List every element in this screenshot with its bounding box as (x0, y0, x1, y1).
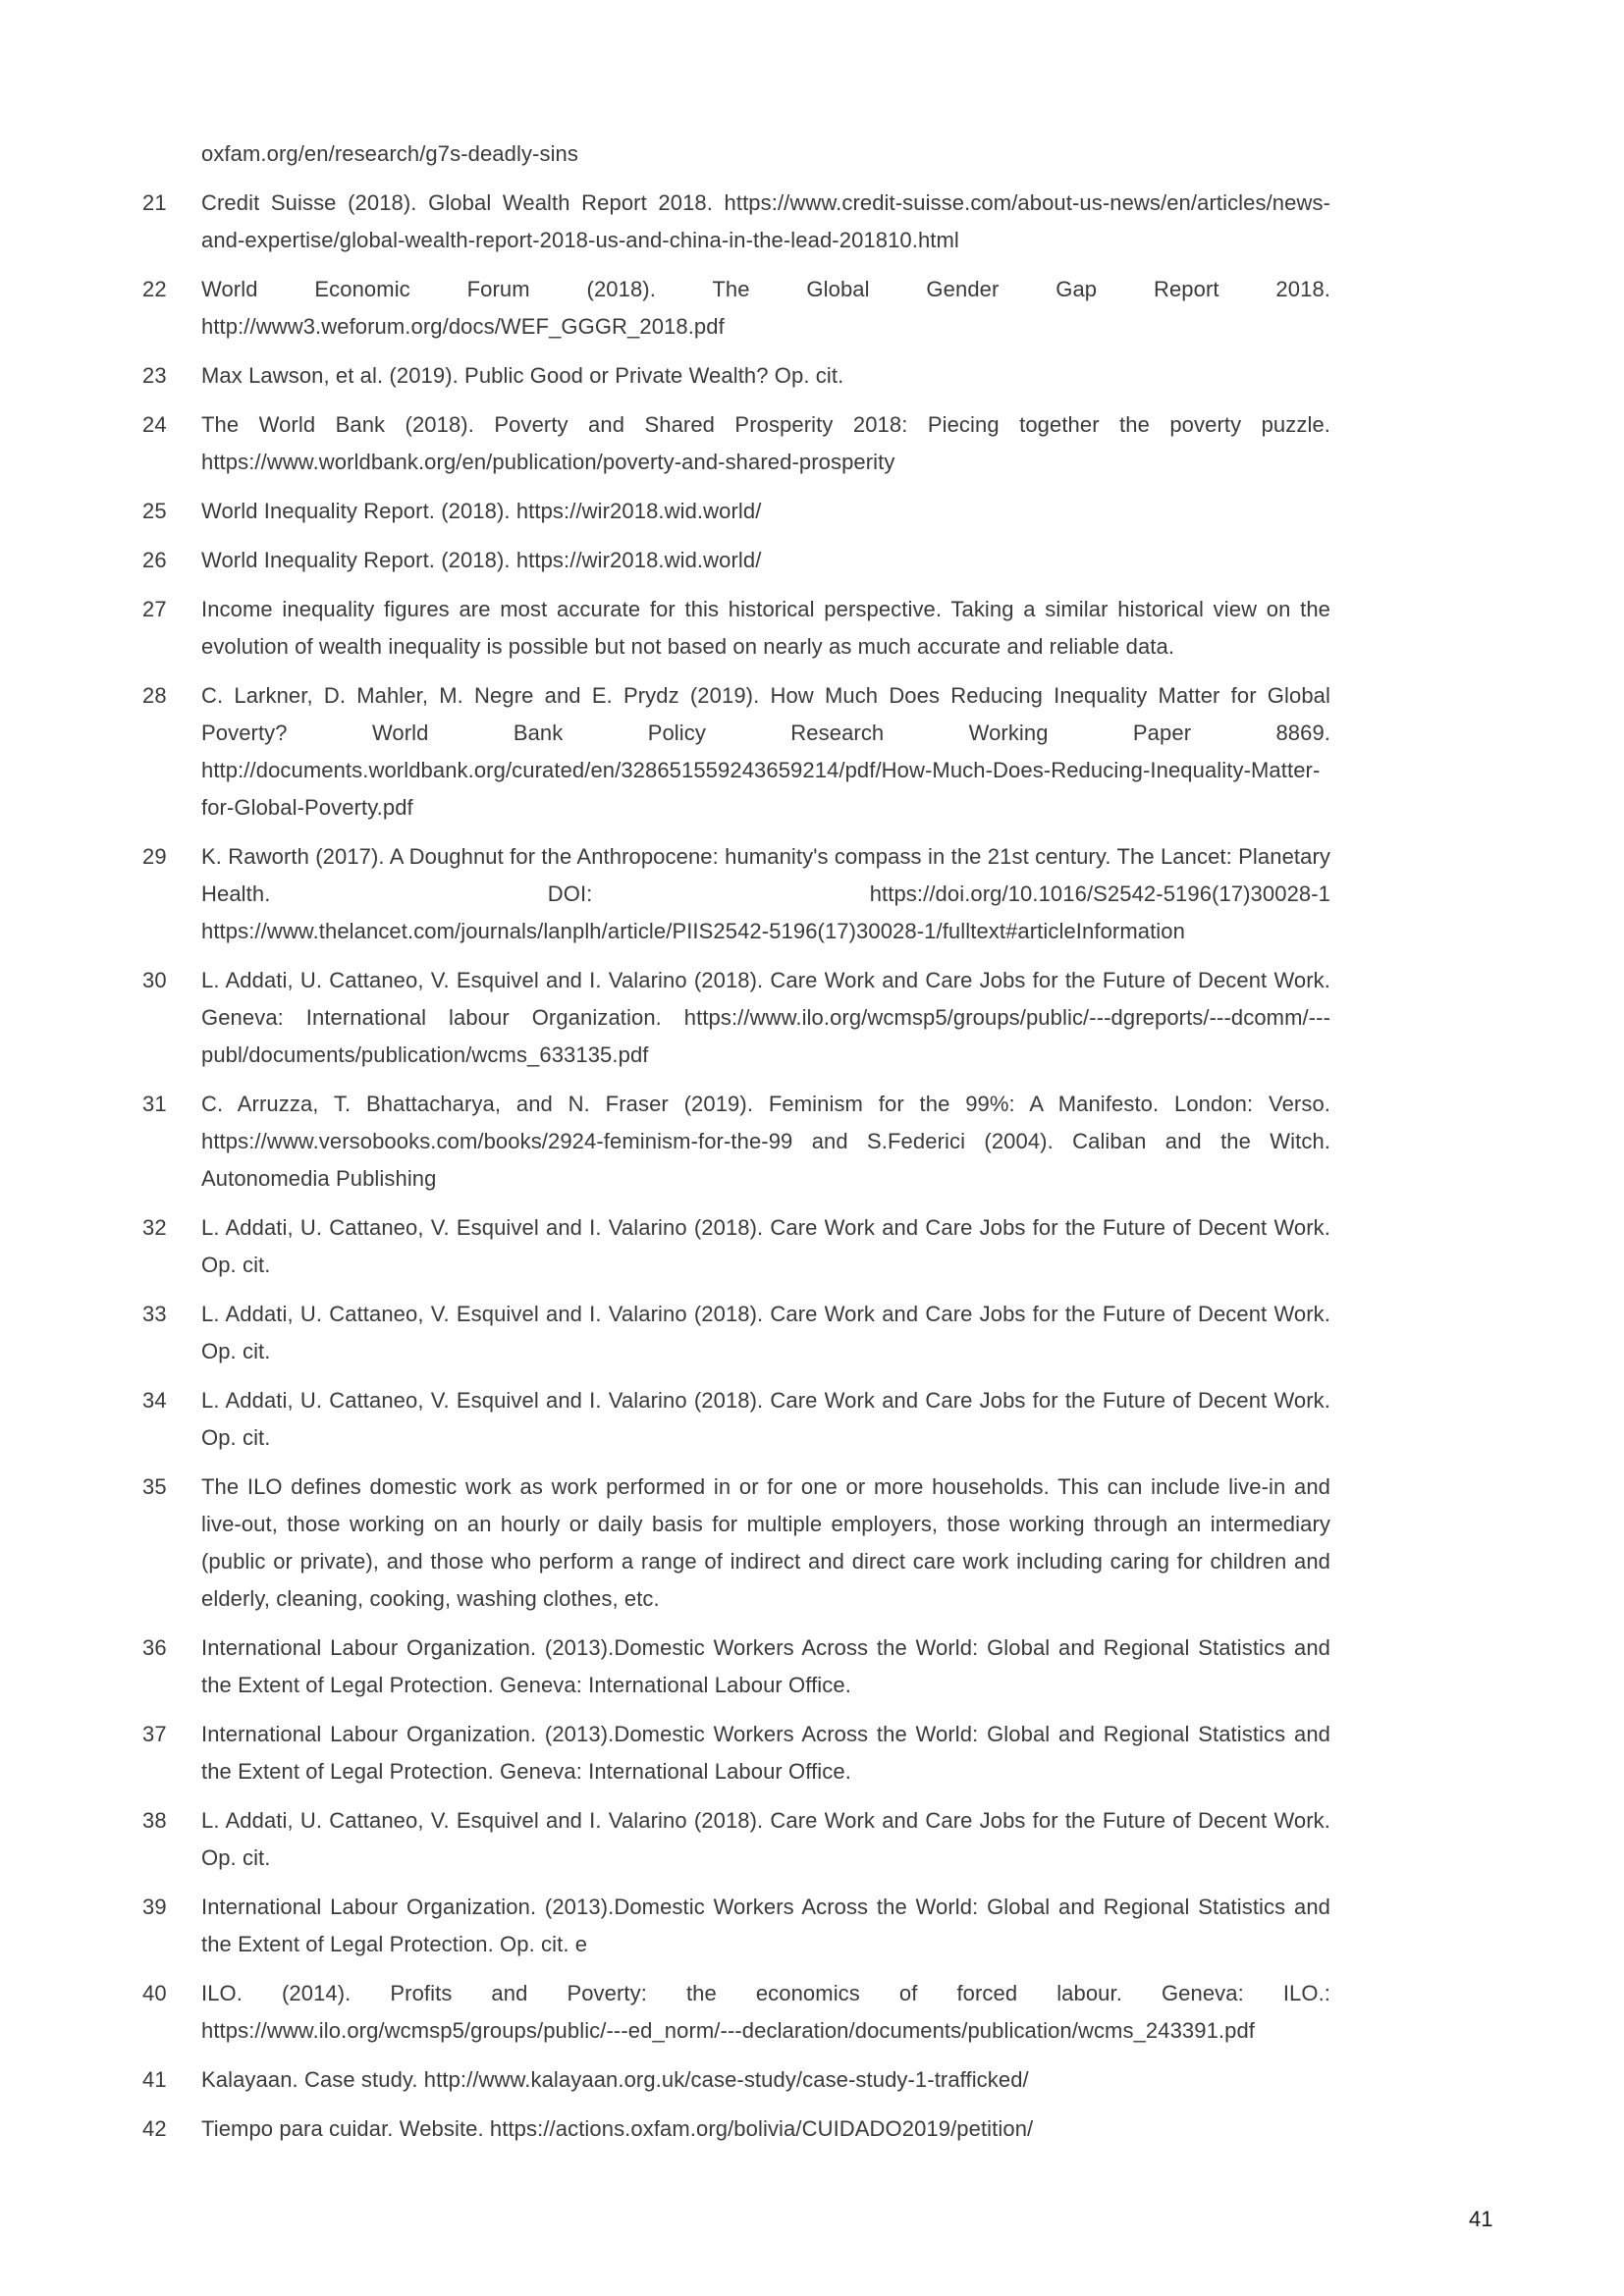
page-number: 41 (1469, 2207, 1493, 2231)
endnote-text: K. Raworth (2017). A Doughnut for the Anthropocene: humanity's compass in the 21st century. The Lancet: Planetary Health. DOI: https://doi.org/10.1016/S2542-5196(17)30028-1 https://www.thelancet.com/journals/lanplh/article/PIIS2542-5196(17)30028-1/fulltext#articleInformation (201, 844, 1330, 943)
endnote-36 (142, 1629, 1330, 1704)
endnote-text: International Labour Organization. (2013).Domestic Workers Across the World: Global and Regional Statistics and the Extent of Legal Protection. Op. cit. e (201, 1895, 1330, 1956)
endnote-number: 35 (142, 1474, 167, 1499)
endnote-text: Max Lawson, et al. (2019). Public Good or Private Wealth? Op. cit. (201, 363, 844, 388)
endnote-text: World Inequality Report. (2018). https://wir2018.wid.world/ (201, 499, 762, 523)
endnote-27 (142, 591, 1330, 666)
endnote-number: 40 (142, 1981, 167, 2005)
endnote-40 (142, 1975, 1330, 2050)
endnote-text: Credit Suisse (2018). Global Wealth Report 2018. https://www.credit-suisse.com/about-us-news/en/articles/news-and-expertise/global-wealth-report-2018-us-and-china-in-the-lead-201810.html (201, 190, 1330, 252)
endnote-number: 26 (142, 548, 167, 572)
endnote-number: 42 (142, 2116, 167, 2141)
endnote-text: ILO. (2014). Profits and Poverty: the economics of forced labour. Geneva: ILO.: https://www.ilo.org/wcmsp5/groups/public/---ed_norm/---declaration/documents/publication/wcms_243391.pdf (201, 1981, 1330, 2043)
endnote-42 (142, 2110, 1330, 2148)
endnote-number: 22 (142, 277, 167, 301)
endnote-41 (142, 2061, 1330, 2099)
endnote-25 (142, 493, 1330, 530)
endnote-number: 36 (142, 1635, 167, 1660)
endnote-text: International Labour Organization. (2013).Domestic Workers Across the World: Global and Regional Statistics and the Extent of Legal Protection. Geneva: International Labour Office. (201, 1722, 1330, 1784)
endnote-text: The World Bank (2018). Poverty and Shared Prosperity 2018: Piecing together the poverty puzzle. https://www.worldbank.org/en/publication/poverty-and-shared-prosperity (201, 412, 1330, 474)
endnote-text: L. Addati, U. Cattaneo, V. Esquivel and I. Valarino (2018). Care Work and Care Jobs for the Future of Decent Work. Geneva: International labour Organization. https://www.ilo.org/wcmsp5/groups/public/---dgreports/---dcomm/---publ/documents/publication/wcms_633135.pdf (201, 968, 1330, 1067)
endnote-number: 41 (142, 2067, 167, 2092)
endnote-number: 27 (142, 597, 167, 621)
endnote-number: 34 (142, 1388, 167, 1413)
endnote-31 (142, 1086, 1330, 1198)
endnote-28 (142, 677, 1330, 827)
endnote-30 (142, 962, 1330, 1074)
endnote-29 (142, 838, 1330, 950)
endnote-34 (142, 1382, 1330, 1457)
endnote-number: 24 (142, 412, 167, 437)
endnote-22 (142, 271, 1330, 346)
endnote-number: 25 (142, 499, 167, 523)
endnote-37 (142, 1716, 1330, 1790)
endnote-text: Tiempo para cuidar. Website. https://actions.oxfam.org/bolivia/CUIDADO2019/petition/ (201, 2116, 1034, 2141)
endnote-number: 32 (142, 1215, 167, 1240)
endnote-23 (142, 357, 1330, 395)
endnote-text: World Economic Forum (2018). The Global Gender Gap Report 2018. http://www3.weforum.org/docs/WEF_GGGR_2018.pdf (201, 277, 1330, 339)
endnote-text: World Inequality Report. (2018). https://wir2018.wid.world/ (201, 548, 762, 572)
endnote-35 (142, 1468, 1330, 1618)
endnote-number: 37 (142, 1722, 167, 1746)
endnote-number: 23 (142, 363, 167, 388)
endnote-21 (142, 185, 1330, 259)
endnote-number: 38 (142, 1808, 167, 1833)
endnote-26 (142, 542, 1330, 579)
endnote-32 (142, 1209, 1330, 1284)
endnote-number: 28 (142, 683, 167, 708)
endnote-39 (142, 1889, 1330, 1963)
endnote-24 (142, 406, 1330, 481)
endnote-text: L. Addati, U. Cattaneo, V. Esquivel and I. Valarino (2018). Care Work and Care Jobs for the Future of Decent Work. Op. cit. (201, 1388, 1330, 1450)
endnote-text: L. Addati, U. Cattaneo, V. Esquivel and I. Valarino (2018). Care Work and Care Jobs for the Future of Decent Work. Op. cit. (201, 1808, 1330, 1870)
endnote-continuation-text: oxfam.org/en/research/g7s-deadly-sins (201, 141, 578, 166)
endnote-text: C. Larkner, D. Mahler, M. Negre and E. Prydz (2019). How Much Does Reducing Inequality Matter for Global Poverty? World Bank Policy Research Working Paper 8869. http://documents.worldbank.org/curated/en/328651559243659214/pdf/How-Much-Does-Reducing-Inequality-Matter-for-Global-Poverty.pdf (201, 683, 1330, 820)
endnote-text: Kalayaan. Case study. http://www.kalayaan.org.uk/case-study/case-study-1-trafficked/ (201, 2067, 1029, 2092)
endnote-33 (142, 1296, 1330, 1370)
endnote-number: 21 (142, 190, 167, 215)
endnote-38 (142, 1802, 1330, 1877)
endnotes-list (142, 135, 1330, 2160)
endnote-text: International Labour Organization. (2013).Domestic Workers Across the World: Global and Regional Statistics and the Extent of Legal Protection. Geneva: International Labour Office. (201, 1635, 1330, 1697)
endnote-text: L. Addati, U. Cattaneo, V. Esquivel and I. Valarino (2018). Care Work and Care Jobs for the Future of Decent Work. Op. cit. (201, 1302, 1330, 1363)
endnote-number: 39 (142, 1895, 167, 1919)
endnote-text: L. Addati, U. Cattaneo, V. Esquivel and I. Valarino (2018). Care Work and Care Jobs for the Future of Decent Work. Op. cit. (201, 1215, 1330, 1277)
endnote-text: The ILO defines domestic work as work performed in or for one or more households. This can include live-in and live-out, those working on an hourly or daily basis for multiple employers, those working through an intermediary (public or private), and those who perform a range of indirect and direct care work including caring for children and elderly, cleaning, cooking, washing clothes, etc. (201, 1474, 1330, 1611)
endnote-text: Income inequality figures are most accurate for this historical perspective. Taking a similar historical view on the evolution of wealth inequality is possible but not based on nearly as much accurate and reliable data. (201, 597, 1330, 659)
endnote-number: 33 (142, 1302, 167, 1326)
endnote-number: 30 (142, 968, 167, 992)
endnote-text: C. Arruzza, T. Bhattacharya, and N. Fraser (2019). Feminism for the 99%: A Manifesto. London: Verso. https://www.versobooks.com/books/2924-feminism-for-the-99 and S.Federici (2004). Caliban and the Witch. Autonomedia Publishing (201, 1092, 1330, 1191)
endnote-number: 29 (142, 844, 167, 869)
endnote-number: 31 (142, 1092, 167, 1116)
endnote-continuation (142, 135, 1330, 173)
